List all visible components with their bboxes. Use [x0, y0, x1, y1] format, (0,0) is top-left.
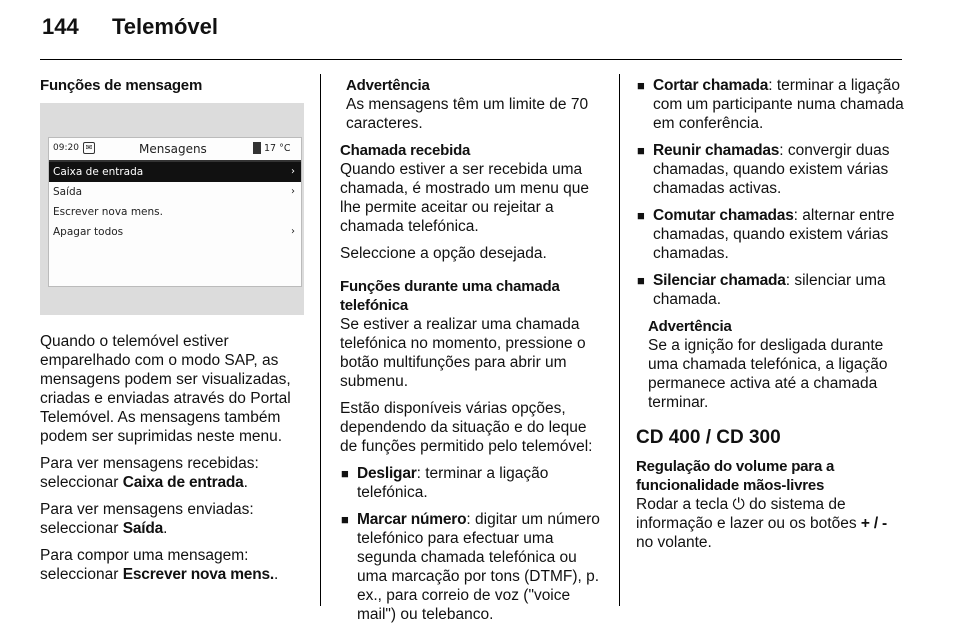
chevron-right-icon: › [291, 166, 295, 177]
list-item: ■ Comutar chamadas: alternar entre chamadas, quando existem várias chamadas. [637, 207, 895, 262]
menu-item-outbox [49, 182, 301, 202]
paragraph: Para ver mensagens enviadas: seleccionar Saída. [40, 501, 254, 537]
chapter-title: Telemóvel [112, 14, 218, 39]
bullet-square-icon: ■ [637, 208, 645, 223]
column-2 [340, 76, 608, 632]
menu-item-inbox [49, 162, 301, 182]
display-temperature: 17 °C [264, 143, 291, 154]
menu-item-label: Saída [53, 186, 83, 198]
section-heading: Funções durante uma chamada telefónica [340, 278, 560, 314]
message-icon: ✉ [83, 142, 95, 154]
paragraph: Seleccione a opção desejada. [340, 245, 547, 262]
section-heading: Chamada recebida [340, 142, 471, 159]
menu-term: Saída [122, 520, 164, 537]
paragraph: Para compor uma mensagem: seleccionar Escrever nova mens.. [40, 547, 279, 583]
section-heading: Funções de mensagem [40, 77, 203, 94]
bullet-square-icon: ■ [341, 466, 349, 481]
bullet-square-icon: ■ [637, 78, 645, 93]
note-text: As mensagens têm um limite de 70 caracteres. [346, 96, 589, 132]
menu-item-compose [49, 202, 301, 222]
bullet-square-icon: ■ [341, 512, 349, 527]
note-title: Advertência [648, 318, 732, 335]
paragraph: Rodar a tecla ⏻ do sistema de informação e lazer ou os botões + / - no volante. [636, 496, 888, 551]
button-term: + / - [860, 515, 888, 532]
display-status-bar [49, 138, 301, 162]
page-header [42, 14, 218, 40]
screen-illustration [40, 103, 304, 315]
note-title: Advertência [346, 77, 430, 94]
note-text: Se a ignição for desligada durante uma chamada telefónica, a ligação permanece activa até a chamada terminar. [648, 337, 888, 411]
paragraph: Estão disponíveis várias opções, dependendo da situação e do leque de funções permitido pelo telemóvel: [340, 400, 593, 455]
chevron-right-icon: › [291, 186, 295, 197]
column-divider [619, 74, 620, 606]
power-icon: ⏻ [732, 496, 745, 513]
display-screen [48, 137, 302, 287]
list-item: ■ Desligar: terminar a ligação telefónica. [341, 465, 549, 501]
column-1 [40, 76, 306, 103]
paragraph: Se estiver a realizar uma chamada telefónica no momento, pressione o botão multifunções para abrir um submenu. [340, 316, 586, 390]
list-item: ■ Reunir chamadas: convergir duas chamadas, quando existem várias chamadas activas. [637, 142, 890, 197]
chevron-right-icon: › [291, 226, 295, 237]
section-title: CD 400 / CD 300 [636, 427, 781, 448]
paragraph: Para ver mensagens recebidas: seleccionar Caixa de entrada. [40, 455, 259, 491]
bullet-square-icon: ■ [637, 143, 645, 158]
menu-item-label: Escrever nova mens. [53, 206, 163, 218]
menu-item-delete-all [49, 222, 301, 242]
paragraph: Quando estiver a ser recebida uma chamada, é mostrado um menu que lhe permite aceitar ou rejeitar a chamada telefónica. [340, 161, 589, 235]
menu-term: Escrever nova mens. [122, 566, 275, 583]
bullet-square-icon: ■ [637, 273, 645, 288]
column-divider [320, 74, 321, 606]
menu-item-label: Caixa de entrada [53, 166, 144, 178]
menu-term: Caixa de entrada [122, 474, 244, 491]
menu-item-label: Apagar todos [53, 226, 124, 238]
display-clock: 09:20 [53, 143, 79, 153]
display-title: Mensagens [139, 142, 207, 156]
header-rule [40, 59, 902, 60]
note-block [340, 76, 608, 133]
note-block [636, 317, 904, 412]
page-number: 144 [42, 14, 79, 39]
section-heading: Regulação do volume para a funcionalidade mãos-livres [636, 458, 835, 494]
list-item: ■ Cortar chamada: terminar a ligação com um participante numa chamada em conferência. [637, 77, 904, 132]
column-1-body [40, 332, 306, 592]
phone-icon [253, 142, 261, 154]
column-3 [636, 76, 904, 560]
paragraph: Quando o telemóvel estiver emparelhado com o modo SAP, as mensagens podem ser visualizadas, criadas e enviadas através do Portal Telemóvel. As mensagens também podem ser suprimidas neste menu. [40, 333, 291, 445]
list-item: ■ Marcar número: digitar um número telefónico para efectuar uma segunda chamada telefónica ou uma marcação por tons (DTMF), p. ex., para correio de voz ("voice mail") ou telebanco. [341, 511, 600, 623]
list-item: ■ Silenciar chamada: silenciar uma chamada. [637, 272, 886, 308]
